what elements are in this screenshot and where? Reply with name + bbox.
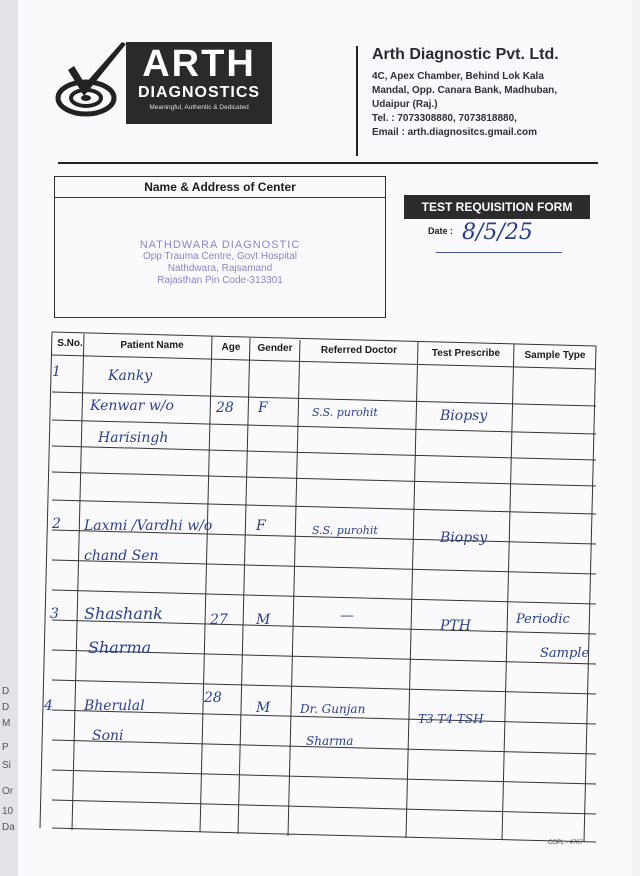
table-rule: [200, 336, 212, 832]
referred-doctor: Sharma: [306, 734, 354, 748]
date-label: Date :: [428, 226, 454, 236]
referred-doctor: S.S. purohit: [312, 524, 378, 537]
table-rule: [52, 800, 596, 814]
header-sno: S.No.: [57, 338, 83, 349]
table-rule: [52, 828, 596, 842]
patient-gender: F: [258, 400, 268, 416]
stamp-line: Opp Trauma Centre, Govt Hospital: [143, 251, 297, 262]
center-heading: Name & Address of Center: [55, 177, 385, 198]
referred-doctor: S.S. purohit: [312, 406, 378, 419]
patient-name-line: Sharma: [88, 638, 152, 657]
email-line: Email : arth.diagnositcs.gmail.com: [372, 127, 538, 138]
edge-mark: P: [2, 742, 9, 753]
table-rule: [502, 344, 514, 840]
table-rule: [52, 680, 596, 694]
test-prescribed: Biopsy: [440, 530, 488, 546]
logo-subtitle: DIAGNOSTICS: [137, 84, 261, 101]
test-prescribed: T3 T4 TSH: [418, 712, 484, 726]
header-referred-doctor: Referred Doctor: [320, 345, 398, 356]
patient-name-line: Laxmi /Vardhi w/o: [84, 518, 213, 534]
header-sample-type: Sample Type: [524, 350, 586, 361]
edge-mark: 10: [2, 806, 14, 817]
patient-name-line: Soni: [92, 728, 124, 744]
table-rule: [52, 500, 596, 514]
table-rule: [52, 770, 596, 784]
table-rule: [52, 446, 596, 460]
header-patient-name: Patient Name: [120, 340, 184, 351]
patient-name-line: Bherulal: [84, 698, 145, 714]
patient-gender: M: [256, 612, 271, 628]
edge-mark: Si: [2, 760, 11, 771]
table-rule: [288, 340, 300, 836]
phone-line: Tel. : 7073308880, 7073818880,: [372, 113, 517, 124]
edge-mark: Or: [2, 786, 14, 797]
table-rule: [238, 338, 250, 834]
table-rule: [406, 342, 418, 838]
entry-sno: 4: [44, 698, 53, 714]
edge-mark: D: [2, 686, 10, 697]
patient-age: 28: [204, 690, 222, 706]
table-rule: [40, 332, 52, 828]
header-age: Age: [221, 342, 241, 353]
address-line: 4C, Apex Chamber, Behind Lok Kala: [372, 71, 544, 82]
entry-sno: 1: [52, 364, 61, 380]
entry-sno: 2: [52, 516, 61, 532]
logo-tagline: Meaningful, Authentic & Dedicated: [149, 104, 249, 111]
patient-name-line: Harisingh: [98, 430, 169, 446]
edge-mark: Da: [2, 822, 15, 833]
referred-doctor: Dr. Gunjan: [300, 702, 366, 716]
sample-type-line: Periodic: [516, 612, 570, 627]
patient-gender: M: [256, 700, 271, 716]
edge-mark: M: [2, 718, 11, 729]
patient-name-line: Shashank: [84, 604, 163, 623]
referred-doctor: —: [340, 608, 354, 624]
patient-age: 28: [216, 400, 234, 416]
table-rule: [72, 334, 84, 830]
table-rule: [52, 472, 596, 486]
patient-gender: F: [256, 518, 266, 534]
test-prescribed: PTH: [440, 618, 471, 634]
logo-title: ARTH: [142, 43, 256, 85]
date-value: 8/5/25: [462, 220, 533, 245]
stamp-line: Nathdwara, Rajsamand: [167, 263, 273, 274]
patient-name-line: Kenwar w/o: [90, 398, 174, 414]
address-line: Udaipur (Raj.): [372, 99, 438, 110]
edge-mark: D: [2, 702, 10, 713]
address-line: Mandal, Opp. Canara Bank, Madhuban,: [372, 85, 558, 96]
stamp-line: Rajasthan Pin Code-313301: [157, 275, 283, 286]
table-rule: [584, 346, 596, 842]
patient-age: 27: [210, 612, 228, 628]
form-code: COPL - 4707: [548, 840, 583, 846]
patient-name-line: chand Sen: [84, 548, 159, 564]
patient-name-line: Kanky: [108, 368, 153, 384]
company-name: Arth Diagnostic Pvt. Ltd.: [372, 46, 559, 63]
sample-type-line: Sample: [540, 646, 590, 661]
table-rule: [52, 590, 596, 604]
test-prescribed: Biopsy: [440, 408, 488, 424]
header-test-prescribe: Test Prescribe: [431, 348, 501, 359]
form-title: TEST REQUISITION FORM: [404, 195, 590, 219]
entry-sno: 3: [50, 606, 59, 622]
stamp-line: NATHDWARA DIAGNOSTIC: [139, 239, 301, 251]
header-gender: Gender: [257, 343, 293, 354]
